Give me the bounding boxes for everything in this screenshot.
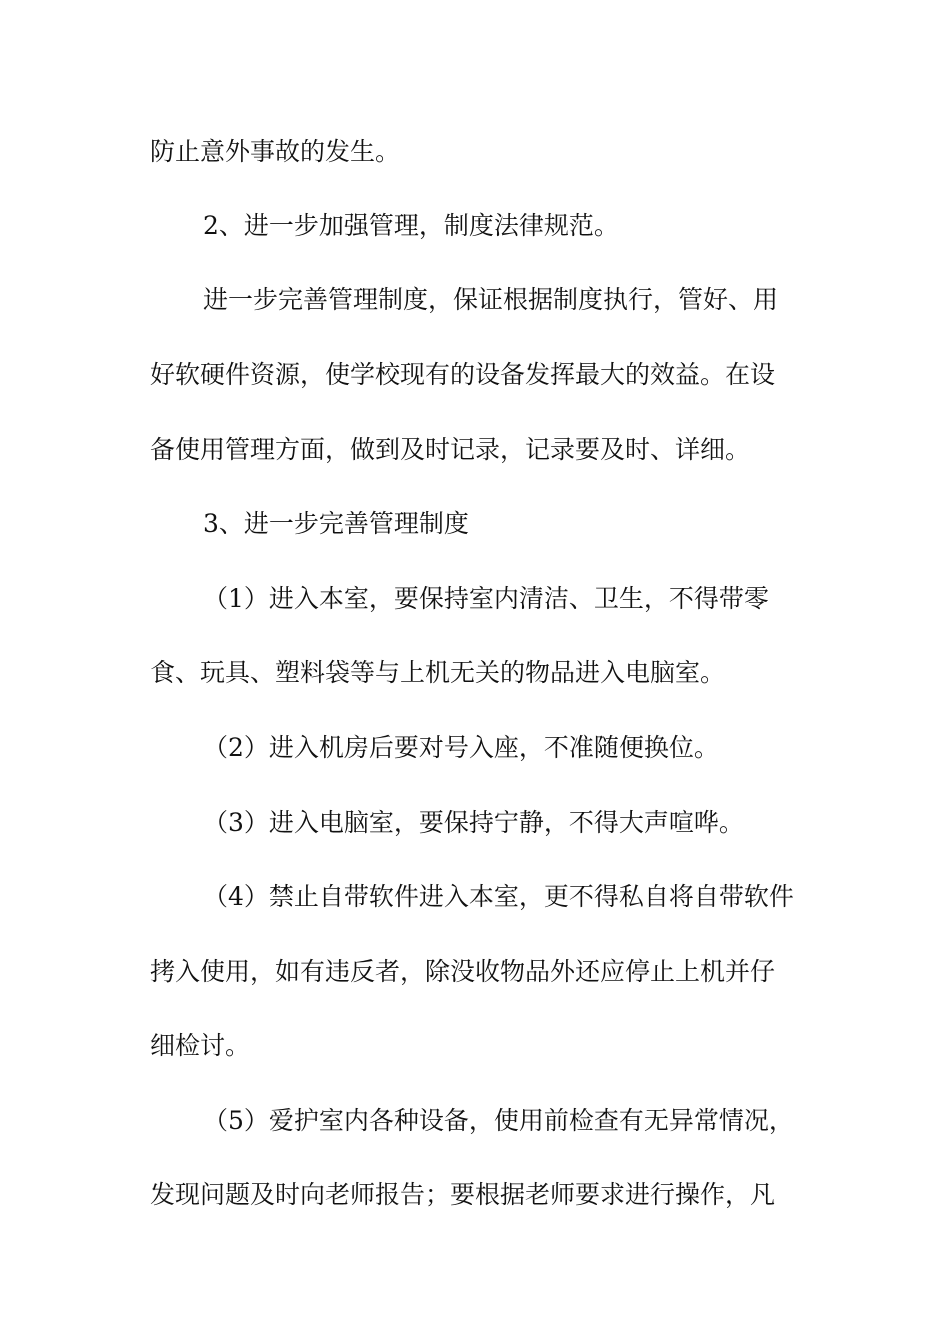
text-line-8: 食、玩具、塑料袋等与上机无关的物品进入电脑室。 <box>150 658 726 687</box>
text-line-10: （3）进入电脑室，要保持宁静，不得大声喧哗。 <box>203 808 744 837</box>
text-line-4: 好软硬件资源，使学校现有的设备发挥最大的效益。在设 <box>150 360 776 389</box>
text-line-3: 进一步完善管理制度，保证根据制度执行，管好、用 <box>203 285 779 314</box>
text-line-9: （2）进入机房后要对号入座，不准随便换位。 <box>203 733 719 762</box>
text-line-15: 发现问题及时向老师报告；要根据老师要求进行操作，凡 <box>150 1180 776 1209</box>
section-heading-3: 3、进一步完善管理制度 <box>203 509 469 538</box>
text-line-7: （1）进入本室，要保持室内清洁、卫生，不得带零 <box>203 584 769 613</box>
text-line-5: 备使用管理方面，做到及时记录，记录要及时、详细。 <box>150 435 751 464</box>
text-line-1: 防止意外事故的发生。 <box>150 137 401 166</box>
text-line-14: （5）爱护室内各种设备，使用前检查有无异常情况， <box>203 1106 794 1135</box>
text-line-13: 细检讨。 <box>150 1031 251 1060</box>
text-line-12: 拷入使用，如有违反者，除没收物品外还应停止上机并仔 <box>150 957 776 986</box>
section-heading-2: 2、进一步加强管理，制度法律规范。 <box>203 211 619 240</box>
text-line-11: （4）禁止自带软件进入本室，更不得私自将自带软件 <box>203 882 794 911</box>
